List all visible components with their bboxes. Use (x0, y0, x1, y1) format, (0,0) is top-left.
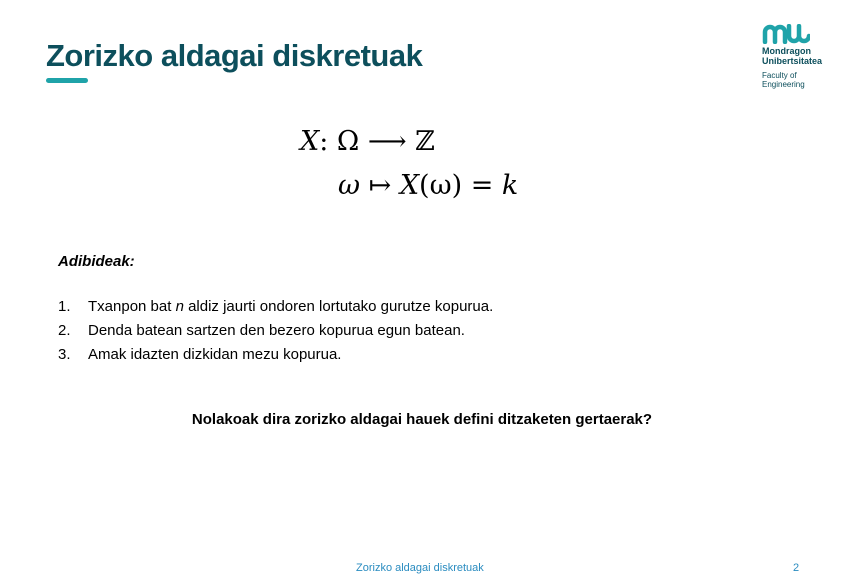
page-number: 2 (793, 562, 800, 574)
examples-heading: Adibideak: (58, 253, 135, 270)
mu-logo-icon (762, 24, 810, 44)
formula-line-1 (300, 126, 435, 157)
logo-name-line1: Mondragon (762, 46, 811, 56)
footer-text: Zorizko aldagai diskretuak (356, 562, 484, 574)
slide-title: Zorizko aldagai diskretuak (46, 38, 423, 73)
list-text (88, 298, 493, 322)
list-text: Amak idazten dizkidan mezu kopurua. (88, 346, 342, 363)
list-item (58, 298, 493, 322)
list-item (58, 346, 493, 370)
university-logo (762, 24, 844, 89)
title-underline (46, 78, 88, 83)
list-text: Denda batean sartzen den bezero kopurua egun batean. (88, 322, 465, 339)
formula-var-x2: X (399, 170, 420, 201)
question-label: Nolakoak dira zorizko aldagai hauek defini ditzaketen gertaerak? (191, 411, 653, 428)
logo-name-line2: Unibertsitatea (762, 56, 823, 66)
formula-var-x: X (300, 126, 320, 157)
list-number: 3. (58, 346, 71, 363)
list-number: 1. (58, 298, 71, 315)
formula-k: k (501, 170, 519, 201)
formula-omega-eq: (ω) = (419, 170, 502, 201)
formula-line-2 (338, 170, 518, 201)
examples-list (58, 298, 493, 370)
list-text-part: Txanpon bat (88, 298, 176, 315)
logo-faculty-line2: Engineering (762, 80, 805, 89)
formula-mapping: : Ω ⟶ ℤ (319, 126, 435, 157)
list-text-italic: n (175, 298, 184, 315)
formula-omega-maps: ω ↦ (338, 170, 400, 201)
list-number: 2. (58, 322, 71, 339)
logo-faculty-line1: Faculty of (762, 71, 797, 80)
question-text (0, 411, 848, 428)
list-item (58, 322, 493, 346)
list-text-part: aldiz jaurti ondoren lortutako gurutze kopurua. (183, 298, 494, 315)
